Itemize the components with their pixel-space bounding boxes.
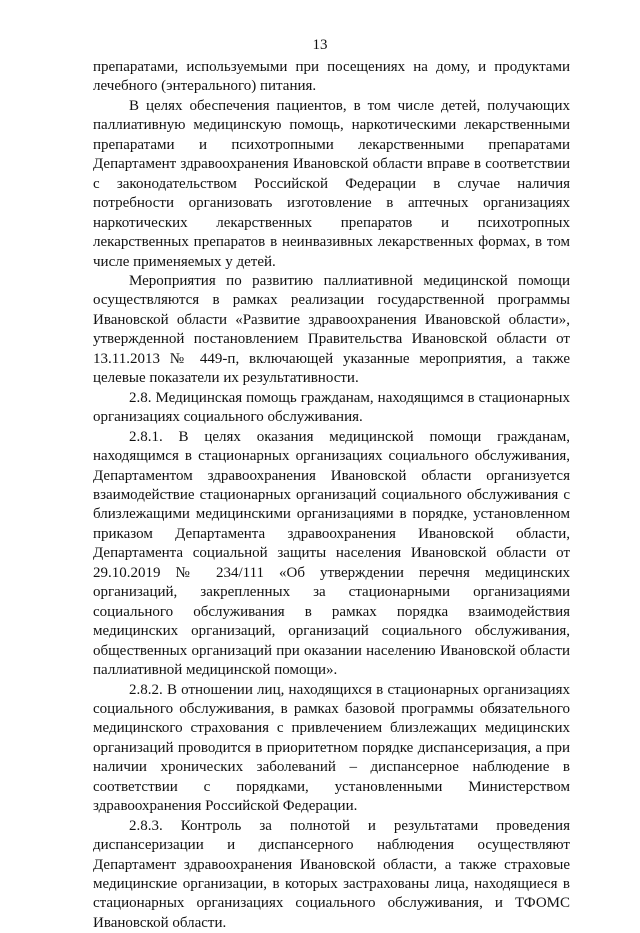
page-number: 13 <box>312 37 328 53</box>
paragraph-continuation: препаратами, используемыми при посещениях на дому, и продуктами лечебного (энтерального) питания. <box>93 59 570 95</box>
paragraph-2-8-1: 2.8.1. В целях оказания медицинской помощи гражданам, находящимся в стационарных организациях социального обслуживания, Департаментом здравоохранения Ивановской области организуется взаимодействие стационарных организаций социального обслуживания с близлежащими медицинскими организациями в порядке, установленном приказом Департамента здравоохранения Ивановской области, Департамента социальной защиты населения Ивановской области от 29.10.2019 № 234/111 «Об утверждении перечня медицинских организаций, закрепленных за стационарными организациями социального обслуживания в рамках порядка взаимодействия медицинских организаций, организаций социального обслуживания, общественных организаций при оказании населению Ивановской области паллиативной медицинской помощи». <box>93 428 570 679</box>
paragraph-narcotic-supply: В целях обеспечения пациентов, в том числе детей, получающих паллиативную медицинскую помощь, наркотическими лекарственными препаратами и психотропными лекарственными препаратами Департамент здравоохранения Ивановской области вправе в соответствии с законодательством Российской Федерации в случае наличия потребности организовать изготовление в аптечных организациях наркотических лекарственных препаратов и психотропных лекарственных препаратов в неинвазивных лекарственных формах, в том числе применяемых у детей. <box>93 97 570 270</box>
document-body <box>93 58 570 933</box>
section-heading-2-8: 2.8. Медицинская помощь гражданам, находящимся в стационарных организациях социального обслуживания. <box>93 389 570 426</box>
paragraph-palliative-program: Мероприятия по развитию паллиативной медицинской помощи осуществляются в рамках реализации государственной программы Ивановской области «Развитие здравоохранения Ивановской области», утвержденной постановлением Правительства Ивановской области от 13.11.2013 № 449-п, включающей указанные мероприятия, а также целевые показатели их результативности. <box>93 272 570 387</box>
paragraph-2-8-3: 2.8.3. Контроль за полнотой и результатами проведения диспансеризации и диспансерного наблюдения осуществляют Департамент здравоохранения Ивановской области, а также страховые медицинские организации, в которых застрахованы лица, находящиеся в стационарных организациях социального обслуживания, и ТФОМС Ивановской области. <box>93 817 570 931</box>
paragraph-2-8-2: 2.8.2. В отношении лиц, находящихся в стационарных организациях социального обслуживания, в рамках базовой программы обязательного медицинского страхования с привлечением близлежащих медицинских организаций проводится в приоритетном порядке диспансеризация, а при наличии хронических заболеваний – диспансерное наблюдение в соответствии с порядками, установленными Министерством здравоохранения Российской Федерации. <box>93 681 570 815</box>
